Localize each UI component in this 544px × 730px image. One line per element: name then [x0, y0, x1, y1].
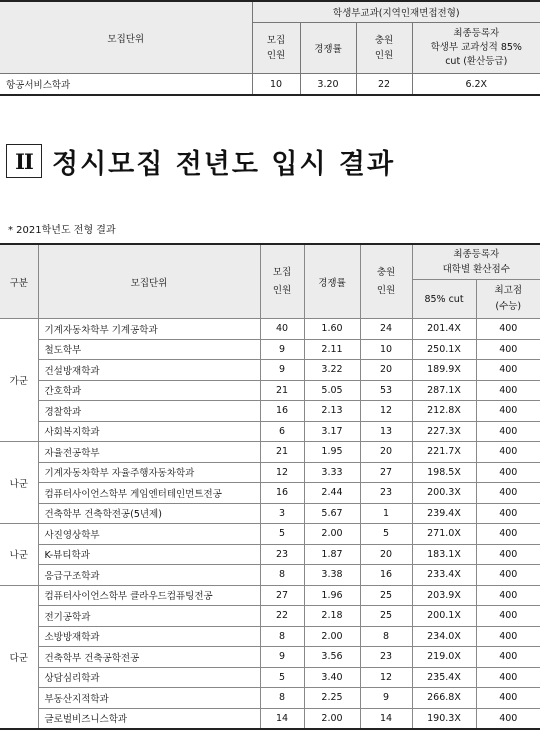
t1-header-unit: 모집단위: [0, 1, 252, 74]
recruit-cell: 40: [260, 319, 304, 340]
table-row: [0, 647, 540, 668]
cut-cell: 201.4X: [412, 319, 476, 340]
cut-cell: 227.3X: [412, 421, 476, 442]
competition-cell: 1.95: [304, 442, 360, 463]
max-cell: 400: [476, 688, 540, 709]
competition-cell: 3.40: [304, 667, 360, 688]
additional-cell: 10: [360, 339, 412, 360]
additional-cell: 27: [360, 462, 412, 483]
table-row: [0, 401, 540, 422]
max-cell: 400: [476, 585, 540, 606]
t2-header-additional: 충원 인원: [360, 244, 412, 319]
max-cell: 400: [476, 647, 540, 668]
dept-cell: 상담심리학과: [38, 667, 260, 688]
table-row: [0, 339, 540, 360]
table-row: [0, 319, 540, 340]
table-row: [0, 585, 540, 606]
competition-cell: 2.18: [304, 606, 360, 627]
additional-cell: 16: [360, 565, 412, 586]
cut-cell: 239.4X: [412, 503, 476, 524]
competition-cell: 5.67: [304, 503, 360, 524]
dept-cell: 경찰학과: [38, 401, 260, 422]
max-cell: 400: [476, 626, 540, 647]
max-cell: 400: [476, 544, 540, 565]
competition-cell: 2.00: [304, 708, 360, 729]
additional-cell: 20: [360, 544, 412, 565]
competition-cell: 2.00: [304, 524, 360, 545]
cut-cell: 271.0X: [412, 524, 476, 545]
table-row: [0, 544, 540, 565]
t2-header-recruit: 모집 인원: [260, 244, 304, 319]
max-cell: 400: [476, 524, 540, 545]
max-cell: 400: [476, 667, 540, 688]
cut-cell: 200.3X: [412, 483, 476, 504]
additional-cell: 5: [360, 524, 412, 545]
dept-cell: 기계자동차학부 기계공학과: [38, 319, 260, 340]
recruit-cell: 16: [260, 401, 304, 422]
t1-header-group: 학생부교과(지역인재면접전형): [252, 1, 540, 23]
recruit-cell: 16: [260, 483, 304, 504]
table-row: [0, 626, 540, 647]
dept-cell: 컴퓨터사이언스학부 게임엔터테인먼트전공: [38, 483, 260, 504]
max-cell: 400: [476, 421, 540, 442]
cut-cell: 219.0X: [412, 647, 476, 668]
table-row: [0, 483, 540, 504]
cut-cell: 233.4X: [412, 565, 476, 586]
competition-cell: 3.56: [304, 647, 360, 668]
cut-cell: 200.1X: [412, 606, 476, 627]
max-cell: 400: [476, 380, 540, 401]
recruit-cell: 9: [260, 339, 304, 360]
competition-cell: 3.38: [304, 565, 360, 586]
dept-cell: 기계자동차학부 자율주행자동차학과: [38, 462, 260, 483]
additional-cell: 14: [360, 708, 412, 729]
dept-cell: 소방방재학과: [38, 626, 260, 647]
recruit-cell: 23: [260, 544, 304, 565]
section-title: 정시모집 전년도 입시 결과: [52, 148, 396, 180]
max-cell: 400: [476, 462, 540, 483]
cut-cell: 6.2X: [412, 74, 540, 96]
recruit-cell: 8: [260, 688, 304, 709]
group-label: 나군: [0, 524, 38, 586]
dept-cell: 항공서비스학과: [0, 74, 252, 96]
max-cell: 400: [476, 708, 540, 729]
table-row: [0, 565, 540, 586]
table-row: [0, 442, 540, 463]
competition-cell: 2.13: [304, 401, 360, 422]
table-row: [0, 74, 540, 96]
t1-header-final: 최종등록자 학생부 교과성적 85% cut (환산등급): [412, 23, 540, 74]
dept-cell: 사회복지학과: [38, 421, 260, 442]
dept-cell: 간호학과: [38, 380, 260, 401]
additional-cell: 22: [356, 74, 412, 96]
additional-cell: 8: [360, 626, 412, 647]
cut-cell: 183.1X: [412, 544, 476, 565]
regular-admission-table: [0, 243, 540, 730]
max-cell: 400: [476, 565, 540, 586]
cut-cell: 234.0X: [412, 626, 476, 647]
competition-cell: 2.11: [304, 339, 360, 360]
recruit-cell: 3: [260, 503, 304, 524]
recruit-cell: 8: [260, 565, 304, 586]
max-cell: 400: [476, 606, 540, 627]
dept-cell: 건축학부 건축학전공(5년제): [38, 503, 260, 524]
table-row: [0, 503, 540, 524]
dept-cell: 사진영상학부: [38, 524, 260, 545]
recruit-cell: 9: [260, 647, 304, 668]
recruit-cell: 21: [260, 442, 304, 463]
table-row: [0, 360, 540, 381]
t1-header-recruit: 모집 인원: [252, 23, 300, 74]
additional-cell: 25: [360, 585, 412, 606]
recruit-cell: 9: [260, 360, 304, 381]
cut-cell: 203.9X: [412, 585, 476, 606]
additional-cell: 9: [360, 688, 412, 709]
recruit-cell: 8: [260, 626, 304, 647]
recruit-cell: 21: [260, 380, 304, 401]
table-row: [0, 606, 540, 627]
competition-cell: 3.22: [304, 360, 360, 381]
additional-cell: 53: [360, 380, 412, 401]
cut-cell: 198.5X: [412, 462, 476, 483]
recruit-cell: 5: [260, 524, 304, 545]
cut-cell: 235.4X: [412, 667, 476, 688]
competition-cell: 2.00: [304, 626, 360, 647]
additional-cell: 23: [360, 647, 412, 668]
dept-cell: 건축학부 건축공학전공: [38, 647, 260, 668]
t2-body: [0, 319, 540, 730]
additional-cell: 25: [360, 606, 412, 627]
dept-cell: 부동산지적학과: [38, 688, 260, 709]
t2-header-competition: 경쟁률: [304, 244, 360, 319]
max-cell: 400: [476, 339, 540, 360]
max-cell: 400: [476, 503, 540, 524]
cut-cell: 212.8X: [412, 401, 476, 422]
group-label: 다군: [0, 585, 38, 729]
max-cell: 400: [476, 483, 540, 504]
dept-cell: K-뷰티학과: [38, 544, 260, 565]
recruit-cell: 10: [252, 74, 300, 96]
recruit-cell: 12: [260, 462, 304, 483]
cut-cell: 221.7X: [412, 442, 476, 463]
table-row: [0, 667, 540, 688]
cut-cell: 250.1X: [412, 339, 476, 360]
max-cell: 400: [476, 401, 540, 422]
table-row: [0, 708, 540, 729]
dept-cell: 응급구조학과: [38, 565, 260, 586]
results-subtitle: * 2021학년도 전형 결과: [8, 225, 116, 236]
competition-cell: 5.05: [304, 380, 360, 401]
additional-cell: 20: [360, 442, 412, 463]
additional-cell: 13: [360, 421, 412, 442]
max-cell: 400: [476, 360, 540, 381]
table-row: [0, 380, 540, 401]
early-admission-table: [0, 0, 540, 96]
recruit-cell: 6: [260, 421, 304, 442]
t2-header-cut: 85% cut: [412, 280, 476, 319]
additional-cell: 1: [360, 503, 412, 524]
table-row: [0, 421, 540, 442]
additional-cell: 12: [360, 401, 412, 422]
t2-header-max: 최고점 (수능): [476, 280, 540, 319]
max-cell: 400: [476, 319, 540, 340]
t1-header-additional: 충원 인원: [356, 23, 412, 74]
cut-cell: 266.8X: [412, 688, 476, 709]
t2-header-group: 구분: [0, 244, 38, 319]
competition-cell: 1.96: [304, 585, 360, 606]
competition-cell: 1.87: [304, 544, 360, 565]
competition-cell: 3.17: [304, 421, 360, 442]
dept-cell: 철도학부: [38, 339, 260, 360]
competition-cell: 3.20: [300, 74, 356, 96]
recruit-cell: 14: [260, 708, 304, 729]
table-row: [0, 462, 540, 483]
dept-cell: 건설방재학과: [38, 360, 260, 381]
t2-header-unit: 모집단위: [38, 244, 260, 319]
competition-cell: 2.25: [304, 688, 360, 709]
group-label: 가군: [0, 319, 38, 442]
additional-cell: 12: [360, 667, 412, 688]
table-row: [0, 688, 540, 709]
competition-cell: 3.33: [304, 462, 360, 483]
t1-header-competition: 경쟁률: [300, 23, 356, 74]
dept-cell: 전기공학과: [38, 606, 260, 627]
dept-cell: 글로벌비즈니스학과: [38, 708, 260, 729]
cut-cell: 190.3X: [412, 708, 476, 729]
additional-cell: 23: [360, 483, 412, 504]
group-label: 나군: [0, 442, 38, 524]
section-number-box: II: [6, 144, 42, 178]
dept-cell: 컴퓨터사이언스학부 클라우드컴퓨팅전공: [38, 585, 260, 606]
table-row: [0, 524, 540, 545]
competition-cell: 1.60: [304, 319, 360, 340]
recruit-cell: 27: [260, 585, 304, 606]
additional-cell: 24: [360, 319, 412, 340]
competition-cell: 2.44: [304, 483, 360, 504]
cut-cell: 189.9X: [412, 360, 476, 381]
section-heading: [6, 144, 395, 178]
max-cell: 400: [476, 442, 540, 463]
dept-cell: 자율전공학부: [38, 442, 260, 463]
cut-cell: 287.1X: [412, 380, 476, 401]
additional-cell: 20: [360, 360, 412, 381]
recruit-cell: 22: [260, 606, 304, 627]
recruit-cell: 5: [260, 667, 304, 688]
t2-header-final: 최종등록자 대학별 환산점수: [412, 244, 540, 280]
